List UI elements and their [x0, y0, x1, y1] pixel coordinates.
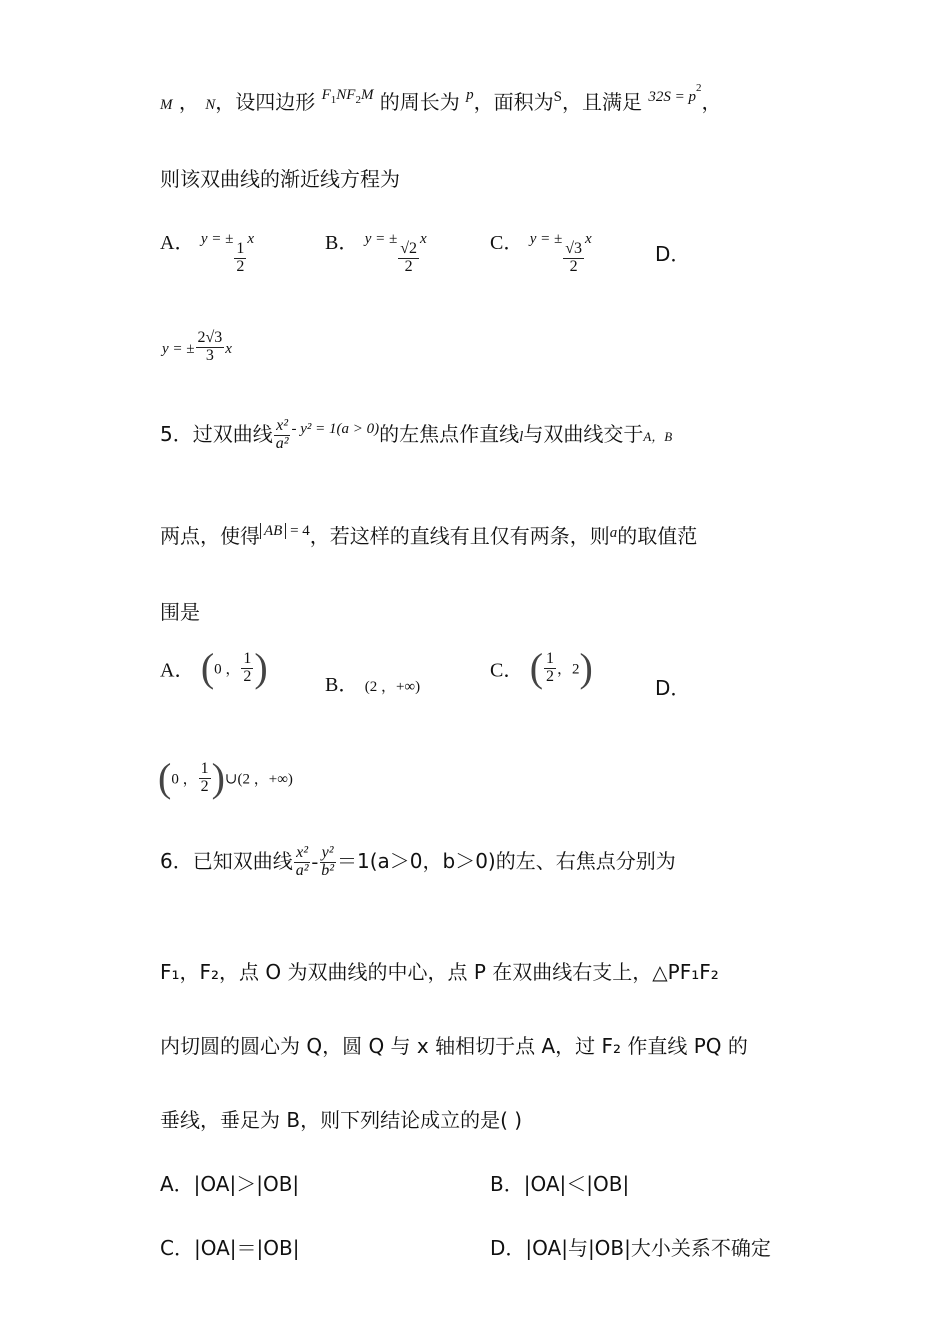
quadrilateral-label: F1NF2M	[321, 87, 374, 106]
q6-option-d: D．|OA|与|OB|大小关系不确定	[490, 1236, 771, 1260]
q6-option-b: B．|OA|＜|OB|	[490, 1172, 630, 1196]
q4-option-d: y = ± $\frac{2√3}{3}$ x	[162, 329, 232, 364]
q4-option-c: C． $^{y = \pm}$ $\frac{√3}{2}$ $^x$	[490, 231, 592, 275]
q6-line-1: 6．已知双曲线 $\frac{\text{x²}}{\text{a²}}$ - $\frac{\text{y²}}{\text{b²}}$ ＝1(a＞0，b＞0)的左、右焦点分别为	[160, 844, 676, 879]
q6-line-4: 垂线，垂足为 B，则下列结论成立的是( )	[160, 1108, 523, 1132]
q4-option-a: A． $^{y = \pm}$ $\frac{1}{2}$ $^x$	[160, 231, 254, 275]
q5-option-a: A． (0 ， $\frac{1}{2}$ )	[160, 645, 268, 690]
q5-line-3: 围是	[160, 600, 200, 624]
q5-option-d: (0 ， $\frac{1}{2}$ )∪(2 ，+∞)	[158, 755, 293, 800]
q5-line-1: 5．过双曲线 $\frac{\text{x²}}{\text{a²}}$ $^{- y^2 = 1(a > 0)}$的左焦点作直线l与双曲线交于A，B	[160, 417, 673, 452]
q4-option-b: B． $^{y = \pm}$ $\frac{√2}{2}$ $^x$	[325, 231, 427, 275]
q4-line-1: M ， N，设四边形 $^{F_1NF_2M}$ 的周长为 $^p$，面积为$^S$，且满足 $^{32S = p^2}$，	[160, 82, 722, 114]
q6-option-c: C．|OA|＝|OB|	[160, 1236, 300, 1260]
q4-option-d-label: D．	[655, 242, 691, 266]
q5-option-c: C． ( $\frac{1}{2}$ ，2)	[490, 645, 593, 690]
q4-line-2: 则该双曲线的渐近线方程为	[160, 167, 400, 191]
q6-option-a: A．|OA|＞|OB|	[160, 1172, 300, 1196]
q6-line-3: 内切圆的圆心为 Q，圆 Q 与 x 轴相切于点 A，过 F₂ 作直线 PQ 的	[160, 1034, 748, 1058]
area-equation: 32S = p2	[648, 82, 702, 105]
q5-line-2: 两点，使得 $^{AB = 4}$，若这样的直线有且仅有两条，则$^a$的取值范	[160, 523, 698, 548]
q5-option-d-label: D．	[655, 676, 691, 700]
q5-option-b: B． (2 ，+∞)	[325, 674, 421, 696]
q6-line-2: F₁，F₂，点 O 为双曲线的中心，点 P 在双曲线右支上，△PF₁F₂	[160, 960, 719, 984]
